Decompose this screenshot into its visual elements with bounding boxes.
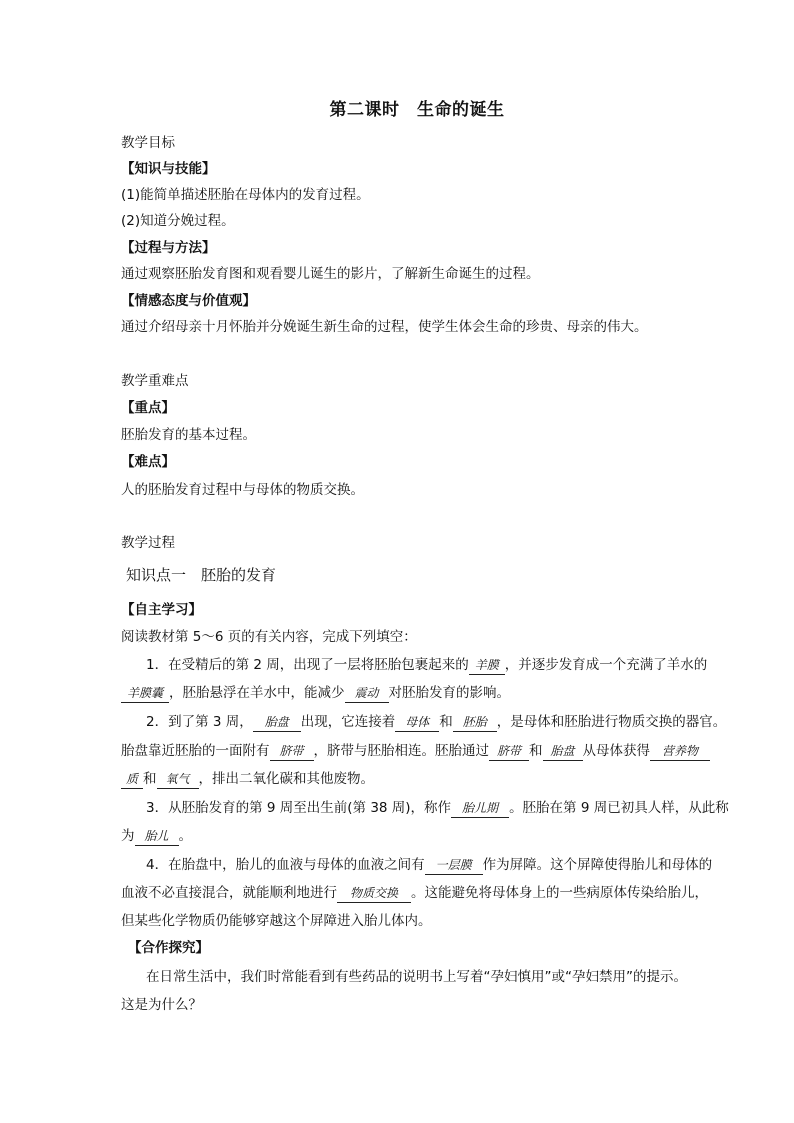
answer-blank: 胎盘 <box>253 714 301 732</box>
answer-blank: 胚胎 <box>453 714 497 732</box>
emotion-text: 通过介绍母亲十月怀胎并分娩诞生新生命的过程，使学生体会生命的珍贵、母亲的伟大。 <box>121 319 648 335</box>
answer-blank: 一层膜 <box>425 857 483 875</box>
difficulty-text: 人的胚胎发育过程中与母体的物质交换。 <box>121 482 364 498</box>
cooperation-text-1: 在日常生活中，我们时常能看到有些药品的说明书上写着“孕妇慎用”或“孕妇禁用”的提示。 <box>146 969 687 985</box>
emotion-label: 【情感态度与价值观】 <box>121 293 256 309</box>
cooperation-label: 【合作探究】 <box>128 940 209 956</box>
answer-blank: 震动 <box>345 685 389 703</box>
key-text: 胚胎发育的基本过程。 <box>121 427 256 443</box>
knowledge-point-1-title: 知识点一 胚胎的发育 <box>126 566 277 584</box>
question-2-line-2: 胎盘靠近胚胎的一面附有 脐带 ，脐带与胚胎相连。胚胎通过 脐带 和 胎盘 从母体获得 营养物 <box>121 741 710 761</box>
question-4-line-1: 4．在胎盘中，胎儿的血液与母体的血液之间有 一层膜 作为屏障。这个屏障使得胎儿和母体的 <box>146 857 713 873</box>
answer-blank: 物质交换 <box>337 885 411 903</box>
answer-blank: 胎儿期 <box>451 800 509 818</box>
knowledge-item-1: (1)能简单描述胚胎在母体内的发育过程。 <box>121 187 370 203</box>
difficulty-label: 【难点】 <box>121 454 175 470</box>
page-title: 第二课时 生命的诞生 <box>329 100 505 120</box>
question-2-line-3: 质 和 氧气 ，排出二氧化碳和其他废物。 <box>121 769 374 789</box>
key-label: 【重点】 <box>121 400 175 416</box>
question-3-line-1: 3．从胚胎发育的第 9 周至出生前(第 38 周)，称作 胎儿期 。胚胎在第 9 周已初具人样，从此称 <box>146 800 729 816</box>
keypoints-heading: 教学重难点 <box>121 373 189 389</box>
self-study-intro: 阅读教材第 5～6 页的有关内容，完成下列填空： <box>121 629 417 645</box>
process-method-label: 【过程与方法】 <box>121 240 216 256</box>
answer-blank: 母体 <box>395 714 439 732</box>
answer-blank: 羊膜 <box>469 657 505 675</box>
self-study-label: 【自主学习】 <box>121 602 202 618</box>
question-2-line-1: 2．到了第 3 周， 胎盘 出现，它连接着 母体 和 胚胎 ，是母体和胚胎进行物质交换的器官。 <box>146 714 727 730</box>
answer-blank: 胎儿 <box>135 828 179 846</box>
question-3-line-2: 为 胎儿 。 <box>121 828 192 844</box>
goals-heading: 教学目标 <box>121 135 175 151</box>
answer-blank: 质 <box>121 771 143 789</box>
question-4-line-3: 但某些化学物质仍能够穿越这个屏障进入胎儿体内。 <box>121 913 432 929</box>
answer-blank: 羊膜囊 <box>121 685 169 703</box>
cooperation-text-2: 这是为什么？ <box>121 997 202 1013</box>
knowledge-label: 【知识与技能】 <box>121 161 216 177</box>
question-4-line-2: 血液不必直接混合，就能顺利地进行 物质交换 。这能避免将母体身上的一些病原体传染给胎儿， <box>121 885 708 901</box>
answer-blank: 营养物 <box>650 743 710 761</box>
process-heading: 教学过程 <box>121 535 175 551</box>
answer-blank: 脐带 <box>489 743 529 761</box>
question-1-line-2: 羊膜囊 ，胚胎悬浮在羊水中，能减少 震动 对胚胎发育的影响。 <box>121 683 510 703</box>
process-method-text: 通过观察胚胎发育图和观看婴儿诞生的影片，了解新生命诞生的过程。 <box>121 266 540 282</box>
answer-blank: 脐带 <box>270 743 314 761</box>
knowledge-item-2: (2)知道分娩过程。 <box>121 213 235 229</box>
question-1-line-1: 1．在受精后的第 2 周，出现了一层将胚胎包裹起来的 羊膜 ，并逐步发育成一个充满了羊水的 <box>146 657 708 673</box>
answer-blank: 胎盘 <box>543 743 583 761</box>
answer-blank: 氧气 <box>157 771 199 789</box>
